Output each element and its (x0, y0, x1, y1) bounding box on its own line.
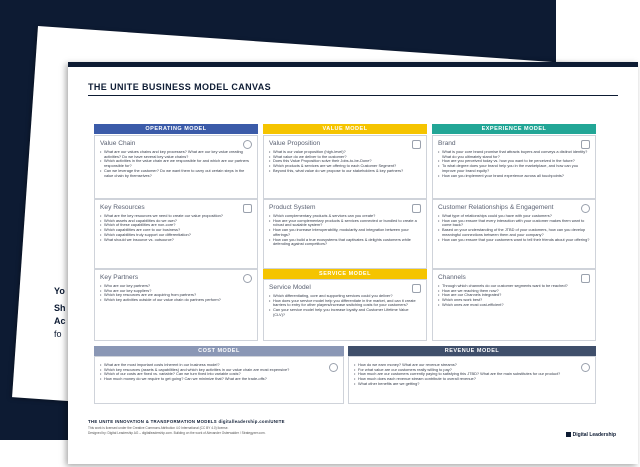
brand-title: Brand (438, 140, 456, 147)
gift-icon (412, 140, 421, 149)
list-item: • What is your core brand promise that attracts buyers and conveys a distinct identity? What do you ultimately stand for? (438, 150, 590, 159)
factory-icon (243, 204, 252, 213)
top-bar (68, 62, 638, 67)
revenue-model-header: REVENUE MODEL (348, 346, 596, 356)
footer-credit: Designed by: Digital Leadership AG – digitalleadership.com. Building on the work of Alexander Osterwalder / Strategyzer.com. (88, 431, 266, 435)
list-item: • How are your complementary products & services connected or bundled to create a robust and scalable system? (269, 219, 421, 228)
list-item: • Which activities in the value chain are we responsible for and which are our partners responsible for? (100, 159, 252, 168)
tag-icon (581, 140, 590, 149)
title-divider (88, 95, 618, 96)
cost-box (94, 356, 344, 404)
list-item: • What type of relationships could you have with your customers? (438, 214, 590, 219)
list-item: • How are we reaching them now? (438, 289, 590, 294)
list-item: • Can we leverage the customer? Do we want them to carry out certain steps in the value chain by themselves? (100, 169, 252, 178)
experience-model-header: EXPERIENCE MODEL (432, 124, 596, 134)
logo-mark-icon (566, 432, 571, 437)
footer-license: This work is licensed under the Creative Commons Attribution 4.0 International (CC BY 4.0) license. (88, 426, 229, 430)
list-item: • Who are our key partners? (100, 284, 252, 289)
back-sheet-text (54, 285, 66, 341)
value-proposition-box (263, 135, 427, 199)
list-item: • What are our values chains and key processes? What are our key value creating activities? Do we have several key value chains? (100, 150, 252, 159)
heart-icon (581, 204, 590, 213)
back-text-line: Yo (54, 286, 65, 296)
list-item: • Which products & services are we offering to each Customer Segment? (269, 164, 421, 169)
channels-box (432, 269, 596, 341)
back-text-line: Ac (54, 316, 66, 326)
list-item: • For what value are our customers really willing to pay? (354, 368, 590, 373)
key-resources-box (94, 199, 258, 269)
product-system-box (263, 199, 427, 269)
value-model-header: VALUE MODEL (263, 124, 427, 134)
list-item: • How can you increase interoperability, modularity and integration between your offerings? (269, 228, 421, 237)
list-item: • What value do we deliver to the customer? (269, 155, 421, 160)
list-item: • Which of these capabilities are non-core? (100, 223, 252, 228)
customer-relationships-title: Customer Relationships & Engagement (438, 204, 554, 211)
list-item: • Who are our key suppliers? (100, 289, 252, 294)
key-partners-box (94, 269, 258, 341)
brand-box (432, 135, 596, 199)
list-item: • To what degree does your brand help you in the marketplace, and how can you improve your brand equity? (438, 164, 590, 173)
truck-icon (581, 274, 590, 283)
list-item: • Which of our costs are fixed vs. variable? Can we turn fixed into variable costs? (100, 372, 338, 377)
list-item: • Which capabilities truly support our differentiation? (100, 233, 252, 238)
cost-model-header: COST MODEL (94, 346, 344, 356)
footer-title: THE UNITE INNOVATION & TRANSFORMATION MODELS digitalleadership.com/UNITE (88, 419, 285, 424)
list-item: • Through which channels do our customer segments want to be reached? (438, 284, 590, 289)
channels-title: Channels (438, 274, 466, 281)
list-item: • Which ones work best? (438, 298, 590, 303)
link-icon (243, 140, 252, 149)
key-resources-title: Key Resources (100, 204, 145, 211)
list-item: • What other benefits are we getting? (354, 382, 590, 387)
gear-icon (412, 284, 421, 293)
list-item: • What is our value proposition (high-level)? (269, 150, 421, 155)
list-item: • How can you ensure that every interaction with your customer makes them want to come back? (438, 219, 590, 228)
list-item: • Which capabilities are core to our business? (100, 228, 252, 233)
list-item: • Which assets and capabilities do we own? (100, 219, 252, 224)
page-title: THE UNITE BUSINESS MODEL CANVAS (88, 82, 272, 92)
product-system-title: Product System (269, 204, 316, 211)
key-partners-title: Key Partners (100, 274, 139, 281)
revenue-box (348, 356, 596, 404)
list-item: • How are our Channels integrated? (438, 293, 590, 298)
service-model-box (263, 279, 427, 341)
list-item: • Which complementary products & services can you create? (269, 214, 421, 219)
cube-icon (412, 204, 421, 213)
brand-logo (566, 432, 616, 438)
list-item: • Which differentiating, core and supporting services could you deliver? (269, 294, 421, 299)
list-item: • How much does each revenue stream contribute to overall revenue? (354, 377, 590, 382)
operating-model-header: OPERATING MODEL (94, 124, 258, 134)
list-item: • Beyond this, what value do we propose to our stakeholders & key partners? (269, 169, 421, 174)
list-item: • How are you perceived today vs. how you want to be perceived in the future? (438, 159, 590, 164)
customer-relationships-box (432, 199, 596, 269)
list-item: • How much money do we require to get going? Can we minimize that? What are the trade-offs? (100, 377, 338, 382)
list-item: • How does your service model help you differentiate in the market, and can it create barriers to entry for other players/increase switching costs for your customers? (269, 299, 421, 308)
list-item: • How can you implement your brand experience across all touchpoints? (438, 174, 590, 179)
list-item: • Which ones are most cost-efficient? (438, 303, 590, 308)
list-item: • Which key activities outside of our value chain do partners perform? (100, 298, 252, 303)
value-proposition-title: Value Proposition (269, 140, 321, 147)
value-chain-title: Value Chain (100, 140, 136, 147)
list-item: • Based on your understanding of the JTBD of your customers, how can you develop meaningful connections between them and your company? (438, 228, 590, 237)
list-item: • How much are our customers currently paying to satisfying this JTBD? What are the main substitutes for our product? (354, 372, 590, 377)
list-item: • Which key resources (assets & capabilities) and which key activities in our value chain are most expensive? (100, 368, 338, 373)
list-item: • Which key resources are we acquiring from partners? (100, 293, 252, 298)
back-text-line: Sh (54, 303, 66, 313)
value-chain-box (94, 135, 258, 199)
handshake-icon (243, 274, 252, 283)
list-item: • What are the most important costs inherent in our business model? (100, 363, 338, 368)
back-text-line: fo (54, 329, 62, 339)
list-item: • How do we earn money? What are our revenue streams? (354, 363, 590, 368)
list-item: • How can you ensure that your customers want to tell their friends about your offering? (438, 238, 590, 243)
list-item: • What are the key resources we need to create our value proposition? (100, 214, 252, 219)
service-model-title: Service Model (269, 284, 311, 291)
list-item: • How can you build a true ecosystems that captivates & delights customers while defending against competitors? (269, 238, 421, 247)
front-sheet (68, 62, 638, 464)
list-item: • What should we insource vs. outsource? (100, 238, 252, 243)
brand-name: Digital Leadership (572, 432, 616, 438)
list-item: • Does this Value Proposition solve their Jobs-to-be-Done? (269, 159, 421, 164)
service-model-header: SERVICE MODEL (263, 269, 427, 279)
list-item: • Can your service model help you increase loyalty and Customer Lifetime Value (CLV)? (269, 308, 421, 317)
